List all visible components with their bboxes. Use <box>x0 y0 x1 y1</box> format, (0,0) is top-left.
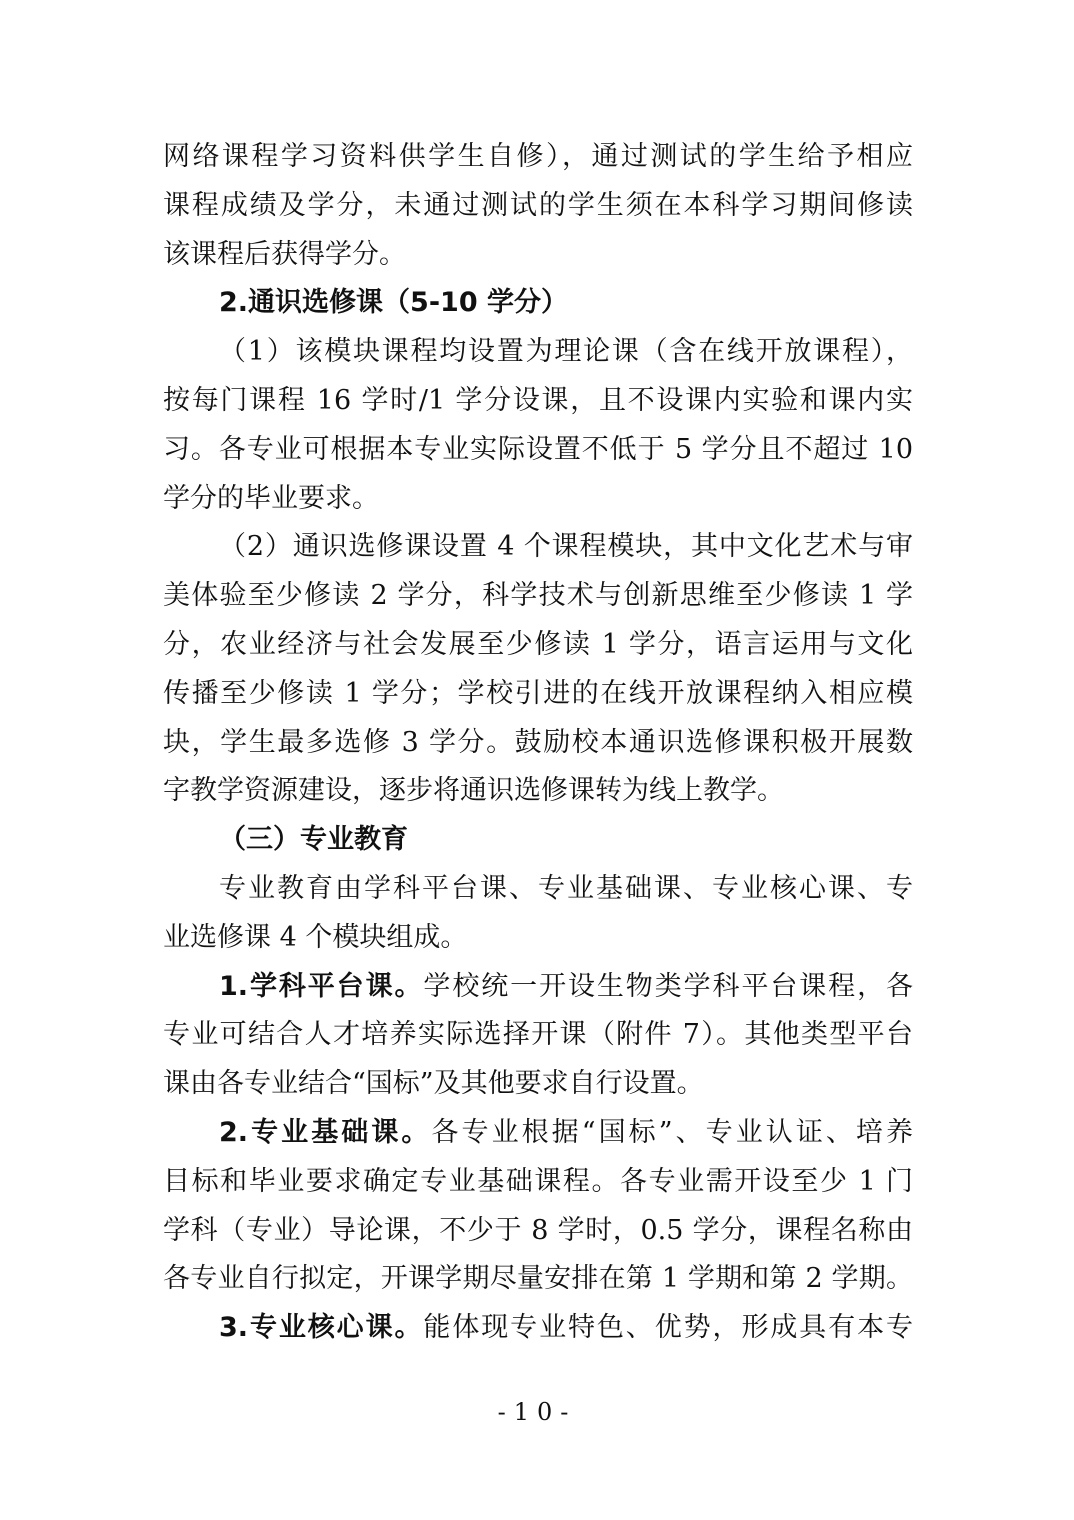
paragraph-lead: 2.专业基础课。 <box>219 1116 432 1148</box>
page-number: -10- <box>497 1398 577 1426</box>
text-line: 美体验至少修读 2 学分，科学技术与创新思维至少修读 1 学 <box>163 580 913 612</box>
paragraph-lead: 1.学科平台课。 <box>219 970 424 1002</box>
text-line <box>163 1109 913 1158</box>
text-line: 传播至少修读 1 学分；学校引进的在线开放课程纳入相应模 <box>163 677 913 709</box>
text-line: 专业教育由学科平台课、专业基础课、专业核心课、专 <box>219 872 913 904</box>
text-line: 课由各专业结合“国标”及其他要求自行设置。 <box>163 1068 704 1100</box>
text-line: 目标和毕业要求确定专业基础课程。各专业需开设至少 1 门 <box>163 1165 913 1197</box>
section-heading: （三）专业教育 <box>219 824 408 856</box>
text-line <box>163 963 913 1012</box>
text-line: 网络课程学习资料供学生自修），通过测试的学生给予相应 <box>163 141 913 172</box>
paragraph-text: 学校统一开设生物类学科平台课程，各 <box>423 970 913 1002</box>
text-line: 分，农业经济与社会发展至少修读 1 学分，语言运用与文化 <box>163 628 913 660</box>
text-line: 习。各专业可根据本专业实际设置不低于 5 学分且不超过 10 <box>163 433 913 465</box>
paragraph-text: 各专业根据“国标”、专业认证、培养 <box>431 1116 913 1148</box>
text-line: 学科（专业）导论课，不少于 8 学时，0.5 学分，课程名称由 <box>163 1214 913 1246</box>
text-line: （2）通识选修课设置 4 个课程模块，其中文化艺术与审 <box>219 531 913 563</box>
text-line: 按每门课程 16 学时/1 学分设课，且不设课内实验和课内实 <box>163 384 913 416</box>
text-line: 该课程后获得学分。 <box>163 238 406 270</box>
paragraph-text: 能体现专业特色、优势，形成具有本专 <box>423 1312 913 1344</box>
text-line: 块，学生最多选修 3 学分。鼓励校本通识选修课积极开展数 <box>163 726 913 758</box>
text-line: 字教学资源建设，逐步将通识选修课转为线上教学。 <box>163 775 784 807</box>
text-line: （1）该模块课程均设置为理论课（含在线开放课程）， <box>219 336 913 368</box>
paragraph-lead: 3.专业核心课。 <box>219 1312 424 1344</box>
text-line: 课程成绩及学分，未通过测试的学生须在本科学习期间修读 <box>163 189 913 221</box>
page-body <box>163 133 913 1353</box>
section-heading: 2.通识选修课（5-10 学分） <box>219 287 569 319</box>
text-line: 专业可结合人才培养实际选择开课（附件 7）。其他类型平台 <box>163 1019 913 1051</box>
text-line: 业选修课 4 个模块组成。 <box>163 921 468 953</box>
text-line: 学分的毕业要求。 <box>163 482 379 514</box>
text-line <box>163 1304 913 1353</box>
text-line: 各专业自行拟定，开课学期尽量安排在第 1 学期和第 2 学期。 <box>163 1263 913 1295</box>
